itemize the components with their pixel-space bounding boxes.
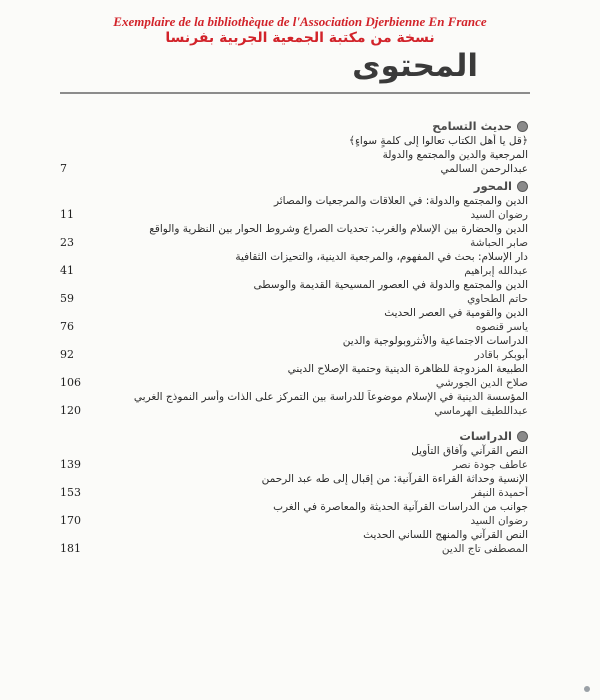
- bullet-icon: [517, 181, 528, 192]
- entry-author: عبدالرحمن السالمي: [440, 163, 528, 175]
- toc-entry[interactable]: [60, 472, 528, 500]
- table-of-contents: [60, 116, 528, 556]
- section-heading-label: الدراسات: [459, 429, 512, 443]
- toc-entry[interactable]: [60, 362, 528, 390]
- toc-entry[interactable]: [60, 444, 528, 472]
- header-rule: [60, 92, 530, 94]
- entry-author: صابر الحباشة: [470, 237, 528, 249]
- entry-author: صلاح الدين الجورشي: [435, 377, 528, 389]
- entry-author: رضوان السيد: [470, 209, 528, 221]
- page-number: 92: [60, 348, 74, 361]
- page-number: 59: [60, 292, 74, 305]
- page-number: 139: [60, 458, 81, 471]
- toc-entry[interactable]: [60, 500, 528, 528]
- entry-author: ياسر قنصوه: [475, 321, 528, 333]
- watermark-arabic: نسخة من مكتبة الجمعية الجربية بفرنسا: [165, 30, 435, 46]
- section-tasamuh: [60, 118, 528, 176]
- entry-title: الدين والحضارة بين الإسلام والغرب: تحديات الصراع وشروط الحوار بين النظرية والواقع: [149, 223, 528, 235]
- toc-entry[interactable]: [60, 528, 528, 556]
- toc-entry[interactable]: [60, 194, 528, 222]
- toc-entry[interactable]: [60, 390, 528, 418]
- entry-title: النص القرآني وآفاق التأويل: [411, 445, 528, 457]
- page-number: 7: [60, 162, 67, 175]
- entry-title: الدين والمجتمع والدولة في العصور المسيحية القديمة والوسطى: [253, 279, 528, 291]
- entry-author: عبداللطيف الهرماسي: [434, 405, 528, 417]
- section-heading-label: حديث التسامح: [432, 119, 512, 133]
- section-heading: [60, 118, 528, 134]
- entry-title: الدين والقومية في العصر الحديث: [384, 307, 528, 319]
- section-heading-label: المحور: [473, 179, 512, 193]
- entry-title: الإنسية وحداثة القراءة القرآنية: من إقبال إلى طه عبد الرحمن: [261, 473, 528, 485]
- scan-spot: [584, 686, 590, 692]
- watermark-french: Exemplaire de la bibliothèque de l'Association Djerbienne En France: [113, 14, 487, 29]
- section-mihwar: [60, 178, 528, 418]
- toc-entry[interactable]: [60, 250, 528, 278]
- entry-title: النص القرآني والمنهج اللساني الحديث: [363, 529, 528, 541]
- toc-entry[interactable]: [60, 222, 528, 250]
- section-heading: [60, 428, 528, 444]
- toc-entry[interactable]: [60, 278, 528, 306]
- entry-title: الدين والمجتمع والدولة: في العلاقات والمرجعيات والمصائر: [273, 195, 528, 207]
- entry-author: عبدالله إبراهيم: [464, 265, 528, 277]
- entry-author: المصطفى تاج الدين: [441, 543, 528, 555]
- page-number: 11: [60, 208, 74, 221]
- entry-author: عاطف جودة نصر: [452, 459, 528, 471]
- entry-subtitle: المرجعية والدين والمجتمع والدولة: [382, 149, 528, 161]
- page-number: 41: [60, 264, 74, 277]
- entry-title: الطبيعة المزدوجة للظاهرة الدينية وحتمية الإصلاح الديني: [287, 363, 528, 375]
- section-dirasat: [60, 428, 528, 556]
- entry-title: دار الإسلام: بحث في المفهوم، والمرجعية الدينية، والتحيزات الثقافية: [235, 251, 528, 263]
- section-heading: [60, 178, 528, 194]
- page-number: 120: [60, 404, 81, 417]
- bullet-icon: [517, 431, 528, 442]
- toc-entry[interactable]: [60, 334, 528, 362]
- entry-title: الدراسات الاجتماعية والأنثروبولوجية والدين: [342, 335, 528, 347]
- page-number: 76: [60, 320, 74, 333]
- bullet-icon: [517, 121, 528, 132]
- page-number: 153: [60, 486, 81, 499]
- entry-author: أحميدة النيفر: [471, 487, 528, 499]
- page-number: 181: [60, 542, 81, 555]
- page-number: 23: [60, 236, 74, 249]
- entry-author: رضوان السيد: [470, 515, 528, 527]
- page-number: 170: [60, 514, 81, 527]
- entry-title: المؤسسة الدينية في الإسلام موضوعاً للدراسة بين التمركز على الذات وأسر النموذج الغربي: [133, 391, 528, 403]
- entry-title: جوانب من الدراسات القرآنية الحديثة والمعاصرة في الغرب: [273, 501, 528, 513]
- entry-author: حاتم الطحاوي: [467, 293, 528, 305]
- toc-entry[interactable]: [60, 306, 528, 334]
- entry-author: أبوبكر باقادر: [474, 349, 528, 361]
- toc-entry[interactable]: [60, 134, 528, 162]
- page-number: 106: [60, 376, 81, 389]
- entry-title: ﴿قل يا أهل الكتاب تعالوا إلى كلمةٍ سواءٍ﴾: [348, 135, 528, 147]
- toc-entry[interactable]: [60, 162, 528, 176]
- page-title: المحتوى: [352, 48, 478, 84]
